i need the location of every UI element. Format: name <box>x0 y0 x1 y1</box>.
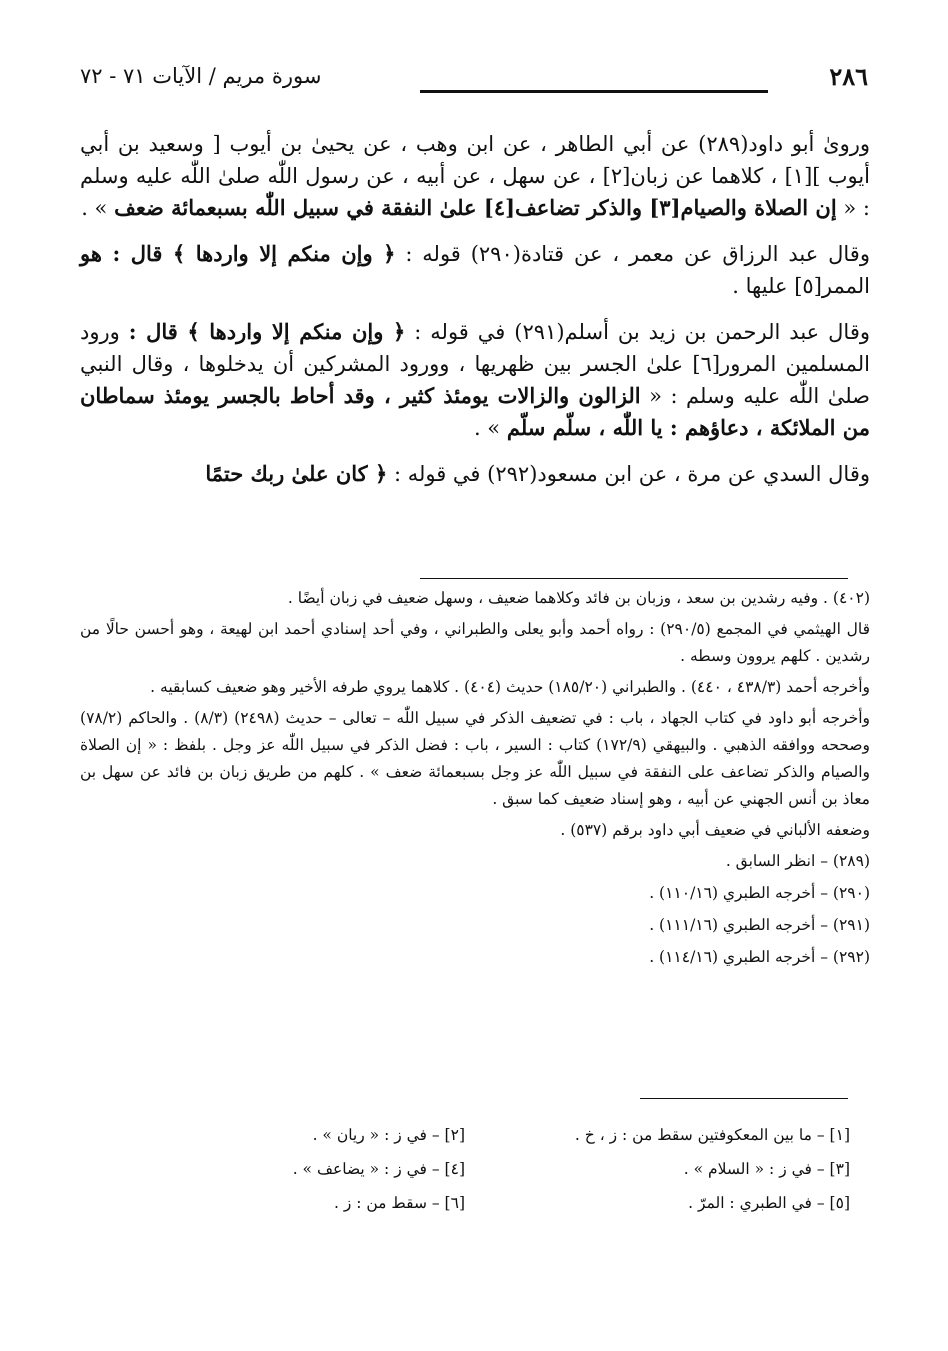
footnotes <box>80 585 870 976</box>
footnote: وأخرجه أحمد (٤٣٨/٣ ، ٤٤٠) . والطبراني (١٨٥/٢٠) حديث (٤٠٤) . كلاهما يروي طرفه الأخير وهو ضعيف كسابقيه . <box>150 678 870 696</box>
paragraph-2-tail: الممر[٥] عليها . <box>732 274 870 298</box>
paragraph-4 <box>80 458 870 490</box>
footnote-290: (٢٩٠) – أخرجه الطبري (١١٠/١٦) . <box>649 884 870 902</box>
footnote-separator <box>420 578 848 579</box>
variant-note-6: [٦] – سقط من : ز . <box>333 1194 465 1212</box>
footnote: قال الهيثمي في المجمع (٢٩٠/٥) : رواه أحمد وأبو يعلى والطبراني ، وفي أحد إسنادي أحمد ابن لهيعة ، وهو أحسن حالًا من رشدين . كلهم يروون وسطه . <box>80 620 870 665</box>
paragraph-2-verse: ﴿ وإن منكم إلا واردها ﴾ قال : هو <box>80 241 396 266</box>
paragraph-1-hadith: إن الصلاة والصيام[٣] والذكر تضاعف[٤] علىٰ النفقة في سبيل اللّٰه بسبعمائة ضعف <box>114 195 837 220</box>
paragraph-4-verse: ﴿ كان علىٰ ربك حتمًا <box>205 461 388 486</box>
paragraph-2 <box>80 238 870 302</box>
paragraph-3-hadith: الزالون والزالات يومئذ كثير ، وقد أحاط بالجسر يومئذ سماطان من الملائكة ، دعاؤهم : يا اللّٰه ، سلّم سلّم <box>80 383 870 440</box>
footnote: وضعفه الألباني في ضعيف أبي داود برقم (٥٣٧) . <box>560 821 870 839</box>
paragraph-1-text: وروىٰ أبو داود(٢٨٩) عن أبي الطاهر ، عن ابن وهب ، عن يحيىٰ بن أيوب [ وسعيد بن أبي أيوب ][١] ، كلاهما عن زبان[٢] ، عن سهل ، عن أبيه ، عن رسول اللّٰه صلىٰ اللّٰه عليه وسلم : « <box>80 132 871 220</box>
page-header <box>80 62 868 102</box>
footnote: (٤٠٢) . وفيه رشدين بن سعد ، وزبان بن فائد وكلاهما ضعيف ، وسهل ضعيف في زبان أيضًا . <box>287 589 870 607</box>
footnote-291: (٢٩١) – أخرجه الطبري (١١١/١٦) . <box>649 916 870 934</box>
variant-note-4: [٤] – في ز : « يضاعف » . <box>292 1160 465 1178</box>
paragraph-3-tail2: » . <box>473 416 501 440</box>
paragraph-1-tail: » . <box>81 196 108 220</box>
paragraph-4-text: وقال السدي عن مرة ، عن ابن مسعود(٢٩٢) في قوله : <box>393 462 870 486</box>
variants-separator <box>640 1098 848 1099</box>
paragraph-1 <box>80 128 870 224</box>
paragraph-3-text: وقال عبد الرحمن بن زيد بن أسلم(٢٩١) في قوله : <box>414 320 870 344</box>
footnote-292: (٢٩٢) – أخرجه الطبري (١١٤/١٦) . <box>649 948 870 966</box>
footnote-289: (٢٨٩) – انظر السابق . <box>725 852 870 870</box>
paragraph-3-tail: ورود المسلمين المرور[٦] علىٰ الجسر بين ظهريها ، وورود المشركين أن يدخلوها ، وقال النبي صلىٰ اللّٰه عليه وسلم : « <box>80 320 870 408</box>
page-number: ٢٨٦ <box>829 62 868 91</box>
variant-note-5: [٥] – في الطبري : المرّ . <box>688 1194 850 1212</box>
variant-note-2: [٢] – في ز : « ريان » . <box>312 1126 465 1144</box>
main-text <box>80 128 870 504</box>
paragraph-3 <box>80 316 870 444</box>
paragraph-3-verse: ﴿ وإن منكم إلا واردها ﴾ قال : <box>128 319 406 344</box>
variant-note-1: [١] – ما بين المعكوفتين سقط من : ز ، خ . <box>574 1126 850 1144</box>
footnote: وأخرجه أبو داود في كتاب الجهاد ، باب : في تضعيف الذكر في سبيل اللّٰه – تعالى – حديث (٢٤٩٨) (٨/٣) . والحاكم (٧٨/٢) وصححه ووافقه الذهبي . والبيهقي (١٧٢/٩) كتاب : السير ، باب : فضل الذكر في سبيل اللّٰه عز وجل . بلفظ : « إن الصلاة والصيام والذكر تضاعف على النفقة في سبيل اللّٰه عز وجل بسبعمائة ضعف » . كلهم من طريق زبان بن فائد عن سهل بن معاذ بن أنس الجهني عن أبيه ، وهو إسناد ضعيف كما سبق . <box>80 709 870 808</box>
manuscript-variants <box>80 1122 850 1216</box>
variant-note-3: [٣] – في ز : « السلام » . <box>683 1160 850 1178</box>
surah-title: سورة مريم / الآيات ٧١ - ٧٢ <box>80 64 322 88</box>
paragraph-2-text: وقال عبد الرزاق عن معمر ، عن قتادة(٢٩٠) قوله : <box>405 242 870 266</box>
header-rule <box>420 90 768 93</box>
